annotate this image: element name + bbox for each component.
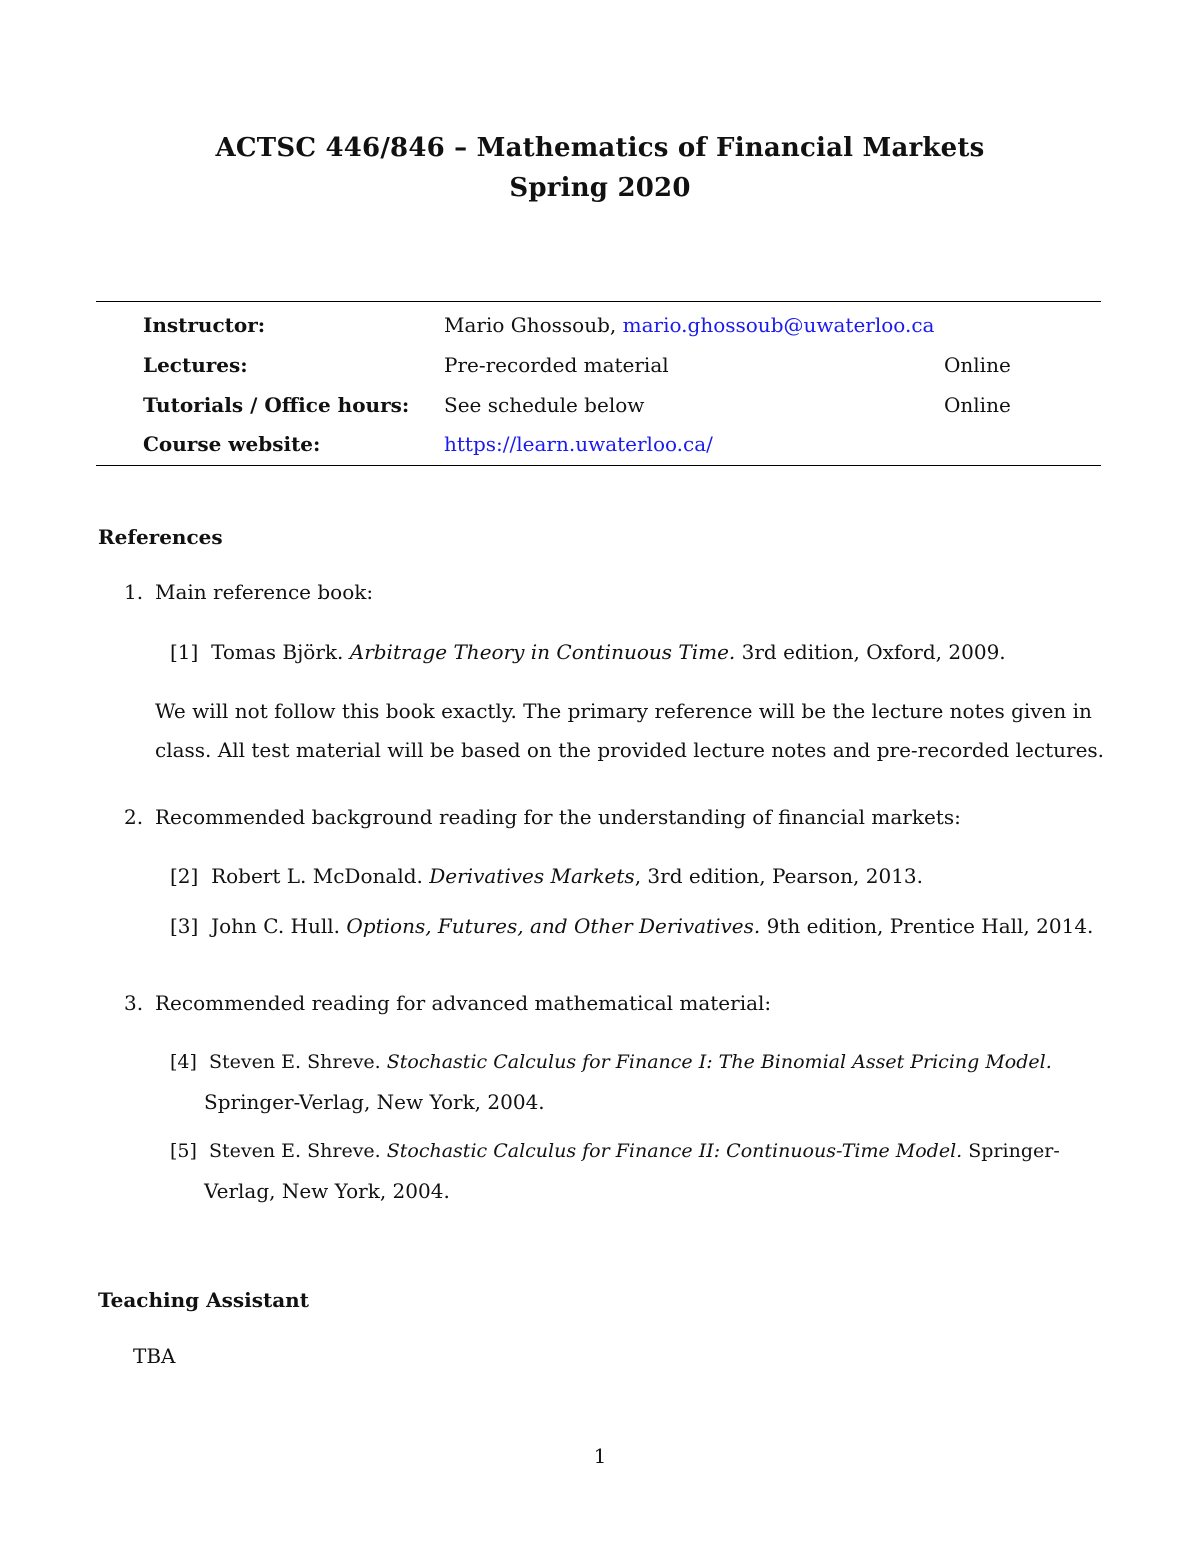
reference-title: Arbitrage Theory in Continuous Time. <box>349 640 736 664</box>
course-term: Spring 2020 <box>509 173 691 203</box>
reference-entry-2 <box>170 864 923 888</box>
instructor-email-link[interactable]: mario.ghossoub@uwaterloo.ca <box>622 313 935 337</box>
note-line-2: class. All test material will be based on the provided lecture notes and pre-recorded lectures. <box>155 738 1105 762</box>
info-row-tutorials <box>0 393 1200 433</box>
reference-tag: [5] <box>170 1140 197 1162</box>
list-item-label: Main reference book: <box>155 580 374 604</box>
reference-title: Derivatives Markets <box>429 864 635 888</box>
info-row-instructor <box>0 313 1200 353</box>
instructor-name: Mario Ghossoub, <box>444 313 617 337</box>
website-label: Course website: <box>143 432 321 456</box>
tutorials-label: Tutorials / Office hours: <box>143 393 410 417</box>
reference-publisher: 3rd edition, Oxford, 2009. <box>741 640 1006 664</box>
reference-tag: [1] <box>170 640 199 664</box>
teaching-assistant-heading: Teaching Assistant <box>98 1288 309 1312</box>
lectures-value: Pre-recorded material <box>444 353 669 377</box>
reference-tag: [3] <box>170 914 199 938</box>
references-heading: References <box>98 525 223 549</box>
list-number: 2. <box>124 805 144 829</box>
reference-tag: [4] <box>170 1051 197 1073</box>
list-number: 3. <box>124 991 144 1015</box>
reference-title: Stochastic Calculus for Finance II: Continuous-Time Model. <box>386 1140 963 1162</box>
info-row-website <box>0 432 1200 472</box>
reference-entry-4 <box>170 1051 1052 1073</box>
note-line-1: We will not follow this book exactly. The primary reference will be the lecture notes given in <box>155 699 1092 723</box>
course-title: ACTSC 446/846 – Mathematics of Financial Markets <box>215 133 985 163</box>
page-number: 1 <box>593 1444 607 1468</box>
reference-entry-3 <box>170 914 1093 938</box>
reference-author: Steven E. Shreve. <box>209 1140 381 1162</box>
tutorials-mode: Online <box>944 393 1011 417</box>
reference-publisher: Springer- <box>968 1140 1060 1162</box>
reference-publisher: , 3rd edition, Pearson, 2013. <box>634 864 924 888</box>
reference-author: Robert L. McDonald. <box>211 864 423 888</box>
table-top-rule <box>96 301 1101 302</box>
reference-author: Steven E. Shreve. <box>209 1051 381 1073</box>
teaching-assistant-value: TBA <box>133 1344 176 1368</box>
tutorials-value: See schedule below <box>444 393 645 417</box>
reference-entry-5 <box>170 1140 1060 1162</box>
website-link[interactable]: https://learn.uwaterloo.ca/ <box>444 432 713 456</box>
reference-publisher: Springer-Verlag, New York, 2004. <box>204 1090 545 1114</box>
list-number: 1. <box>124 580 144 604</box>
reference-tag: [2] <box>170 864 199 888</box>
lectures-mode: Online <box>944 353 1011 377</box>
reference-title: Options, Futures, and Other Derivatives. <box>346 914 761 938</box>
reference-entry-1 <box>170 640 1006 664</box>
list-item-label: Recommended reading for advanced mathematical material: <box>155 991 772 1015</box>
reference-author: John C. Hull. <box>211 914 341 938</box>
lectures-label: Lectures: <box>143 353 248 377</box>
instructor-label: Instructor: <box>143 313 266 337</box>
instructor-value <box>444 313 934 337</box>
reference-publisher-cont: Verlag, New York, 2004. <box>204 1179 450 1203</box>
reference-publisher: 9th edition, Prentice Hall, 2014. <box>766 914 1094 938</box>
reference-title: Stochastic Calculus for Finance I: The Binomial Asset Pricing Model. <box>386 1051 1052 1073</box>
reference-author: Tomas Björk. <box>211 640 344 664</box>
info-row-lectures <box>0 353 1200 393</box>
table-bottom-rule <box>96 465 1101 466</box>
list-item-label: Recommended background reading for the understanding of financial markets: <box>155 805 961 829</box>
